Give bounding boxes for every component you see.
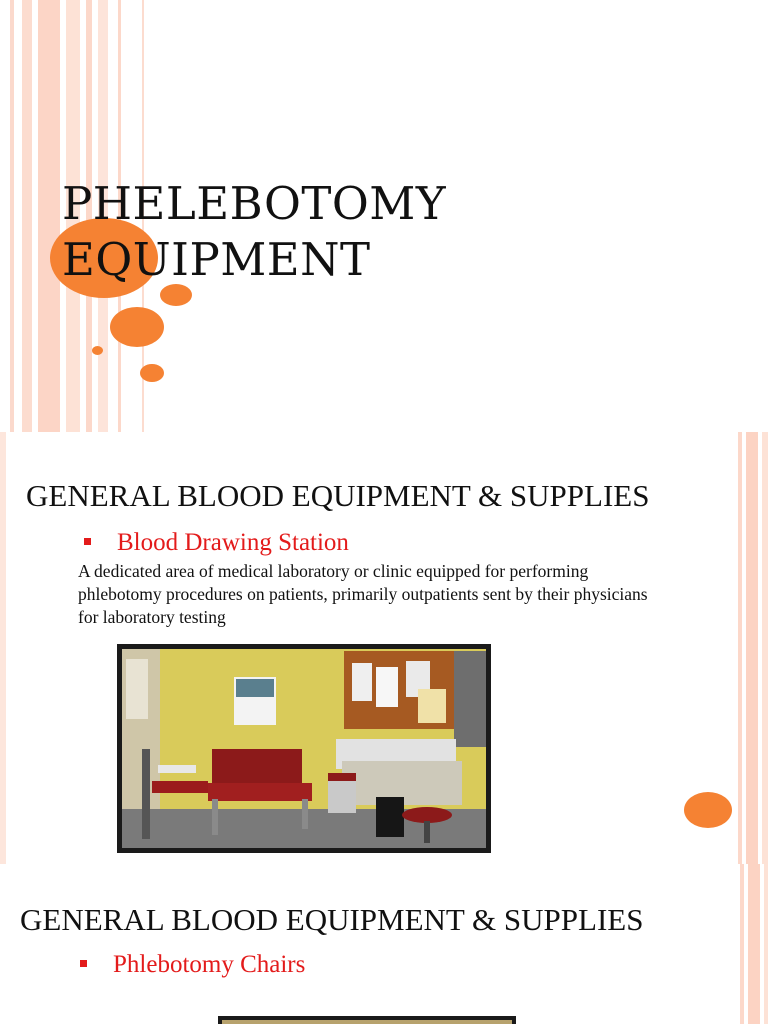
slide-heading: GENERAL BLOOD EQUIPMENT & SUPPLIES: [26, 478, 650, 513]
orange-circle-decoration: [110, 307, 164, 347]
stripe-decoration: [740, 864, 744, 1024]
slide-heading: GENERAL BLOOD EQUIPMENT & SUPPLIES: [20, 902, 644, 937]
slide-title: [62, 176, 446, 288]
title-slide: [0, 0, 768, 432]
blood-drawing-station-photo: [117, 644, 491, 853]
stripe-decoration: [748, 864, 760, 1024]
content-slide-phlebotomy-chairs: [0, 864, 768, 1024]
bullet-label: Phlebotomy Chairs: [113, 951, 306, 978]
stripe-decoration: [10, 0, 14, 432]
content-slide-blood-drawing-station: [0, 432, 768, 864]
stripe-decoration: [22, 0, 32, 432]
stripe-decoration: [746, 432, 758, 864]
bullet-item: [80, 950, 305, 980]
bullet-label: Blood Drawing Station: [117, 529, 349, 556]
stripe-decoration: [762, 432, 768, 864]
stripe-decoration: [0, 432, 6, 864]
title-line-1: PHELEBOTOMY: [62, 177, 447, 230]
stripe-decoration: [38, 0, 60, 432]
orange-circle-decoration: [92, 346, 103, 355]
orange-circle-decoration: [684, 792, 732, 828]
bullet-description: A dedicated area of medical laboratory or clinic equipped for performing phlebotomy procedures on patients, primarily outpatients sent by their physicians for laboratory testing: [78, 561, 648, 627]
bullet-item: [84, 528, 349, 558]
stripe-decoration: [738, 432, 742, 864]
phlebotomy-chair-photo: [218, 1016, 516, 1024]
title-line-2: EQUIPMENT: [62, 233, 371, 286]
bullet-square-icon: [84, 538, 91, 545]
stripe-decoration: [764, 864, 768, 1024]
orange-circle-decoration: [140, 364, 164, 382]
bullet-square-icon: [80, 960, 87, 967]
